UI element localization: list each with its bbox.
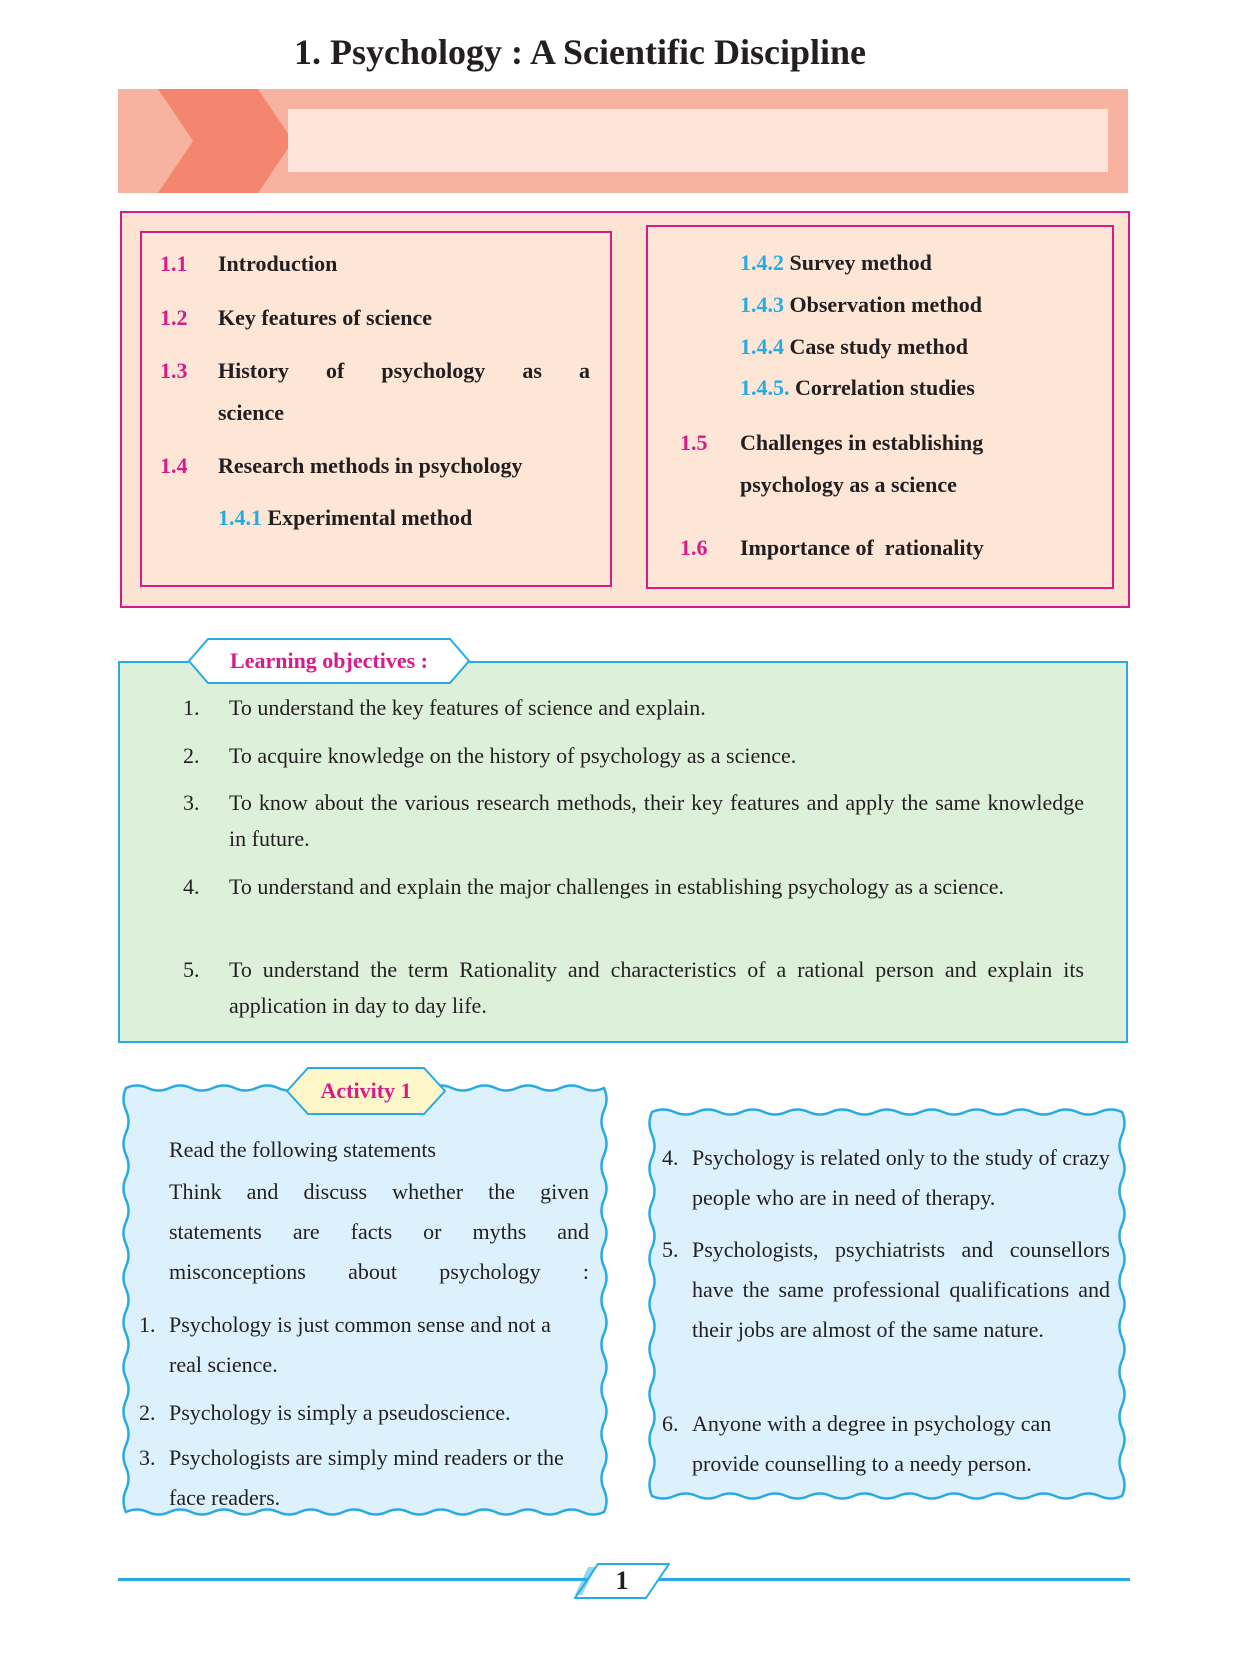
statement-text: Psychologists are simply mind readers or the face readers. — [169, 1445, 564, 1510]
objective-number: 2. — [183, 743, 200, 768]
toc-item — [160, 445, 523, 487]
contents-left-column — [140, 231, 612, 587]
toc-item — [218, 497, 472, 539]
toc-number: 1.4 — [160, 453, 188, 478]
statement-text: Psychologists, psychiatrists and counsellors have the same professional qualifications and their jobs are almost of the same nature. — [692, 1237, 1110, 1342]
toc-label: Importance of rationality — [740, 535, 984, 560]
banner-arrow-icon — [158, 89, 288, 193]
activity-heading: Activity 1 — [320, 1078, 412, 1103]
banner-inner-panel — [288, 109, 1108, 172]
toc-item — [680, 422, 984, 497]
contents-box — [120, 211, 1130, 608]
toc-number: 1.6 — [680, 535, 708, 560]
objective-number: 3. — [183, 790, 200, 815]
toc-item — [740, 242, 932, 284]
statement-text: Anyone with a degree in psychology can provide counselling to a needy person. — [692, 1411, 1052, 1476]
statement-number: 1. — [139, 1312, 156, 1337]
toc-number: 1.4.1 — [218, 505, 262, 530]
toc-number: 1.4.5. — [740, 375, 790, 400]
toc-item — [740, 326, 968, 368]
page-number: 1 — [615, 1566, 629, 1595]
objective-text: To know about the various research methods, their key features and apply the same knowledge in future. — [229, 790, 1084, 851]
toc-label: Introduction — [218, 251, 338, 276]
statement-number: 3. — [139, 1445, 156, 1470]
toc-label: History of psychology as a science — [218, 358, 590, 425]
objective-number: 1. — [183, 695, 200, 720]
activity-intro: Read the following statements — [169, 1137, 436, 1162]
toc-item — [160, 297, 433, 339]
toc-number: 1.4.3 — [740, 292, 784, 317]
statement-text: Psychology is simply a pseudoscience. — [169, 1400, 511, 1425]
statement-number: 5. — [662, 1237, 679, 1262]
toc-number: 1.5 — [680, 430, 708, 455]
chapter-banner — [118, 89, 1128, 193]
toc-item — [160, 350, 590, 425]
toc-label: Case study method — [789, 334, 968, 359]
toc-number: 1.3 — [160, 358, 188, 383]
statement-text: Psychology is related only to the study of crazy people who are in need of therapy. — [692, 1145, 1110, 1210]
toc-label: Challenges in establishing psychology as a science — [740, 430, 984, 497]
toc-item — [740, 367, 975, 409]
toc-number: 1.4.2 — [740, 250, 784, 275]
objective-text: To acquire knowledge on the history of psychology as a science. — [229, 743, 797, 768]
toc-label: Survey method — [789, 250, 932, 275]
toc-label: Experimental method — [267, 505, 473, 530]
learning-objectives-heading: Learning objectives : — [230, 648, 428, 673]
statement-number: 4. — [662, 1145, 679, 1170]
activity-instructions: Think and discuss whether the given statements are facts or myths and misconceptions about psychology : — [169, 1179, 589, 1284]
toc-item — [680, 527, 984, 569]
toc-number: 1.4.4 — [740, 334, 784, 359]
chapter-title: 1. Psychology : A Scientific Discipline — [294, 31, 866, 72]
toc-label: Key features of science — [218, 305, 433, 330]
objective-number: 5. — [183, 957, 200, 982]
toc-item — [160, 243, 338, 285]
toc-number: 1.2 — [160, 305, 188, 330]
statement-number: 6. — [662, 1411, 679, 1436]
toc-label: Research methods in psychology — [218, 453, 523, 478]
toc-number: 1.1 — [160, 251, 188, 276]
objective-number: 4. — [183, 874, 200, 899]
objective-text: To understand and explain the major challenges in establishing psychology as a science. — [229, 874, 1004, 899]
toc-label: Observation method — [789, 292, 982, 317]
toc-item — [740, 284, 982, 326]
objective-text: To understand the term Rationality and characteristics of a rational person and explain its application in day to day life. — [229, 957, 1084, 1018]
statement-text: Psychology is just common sense and not a real science. — [169, 1312, 551, 1377]
contents-right-column — [646, 225, 1114, 589]
toc-label: Correlation studies — [795, 375, 975, 400]
statement-number: 2. — [139, 1400, 156, 1425]
objective-text: To understand the key features of science and explain. — [229, 695, 706, 720]
